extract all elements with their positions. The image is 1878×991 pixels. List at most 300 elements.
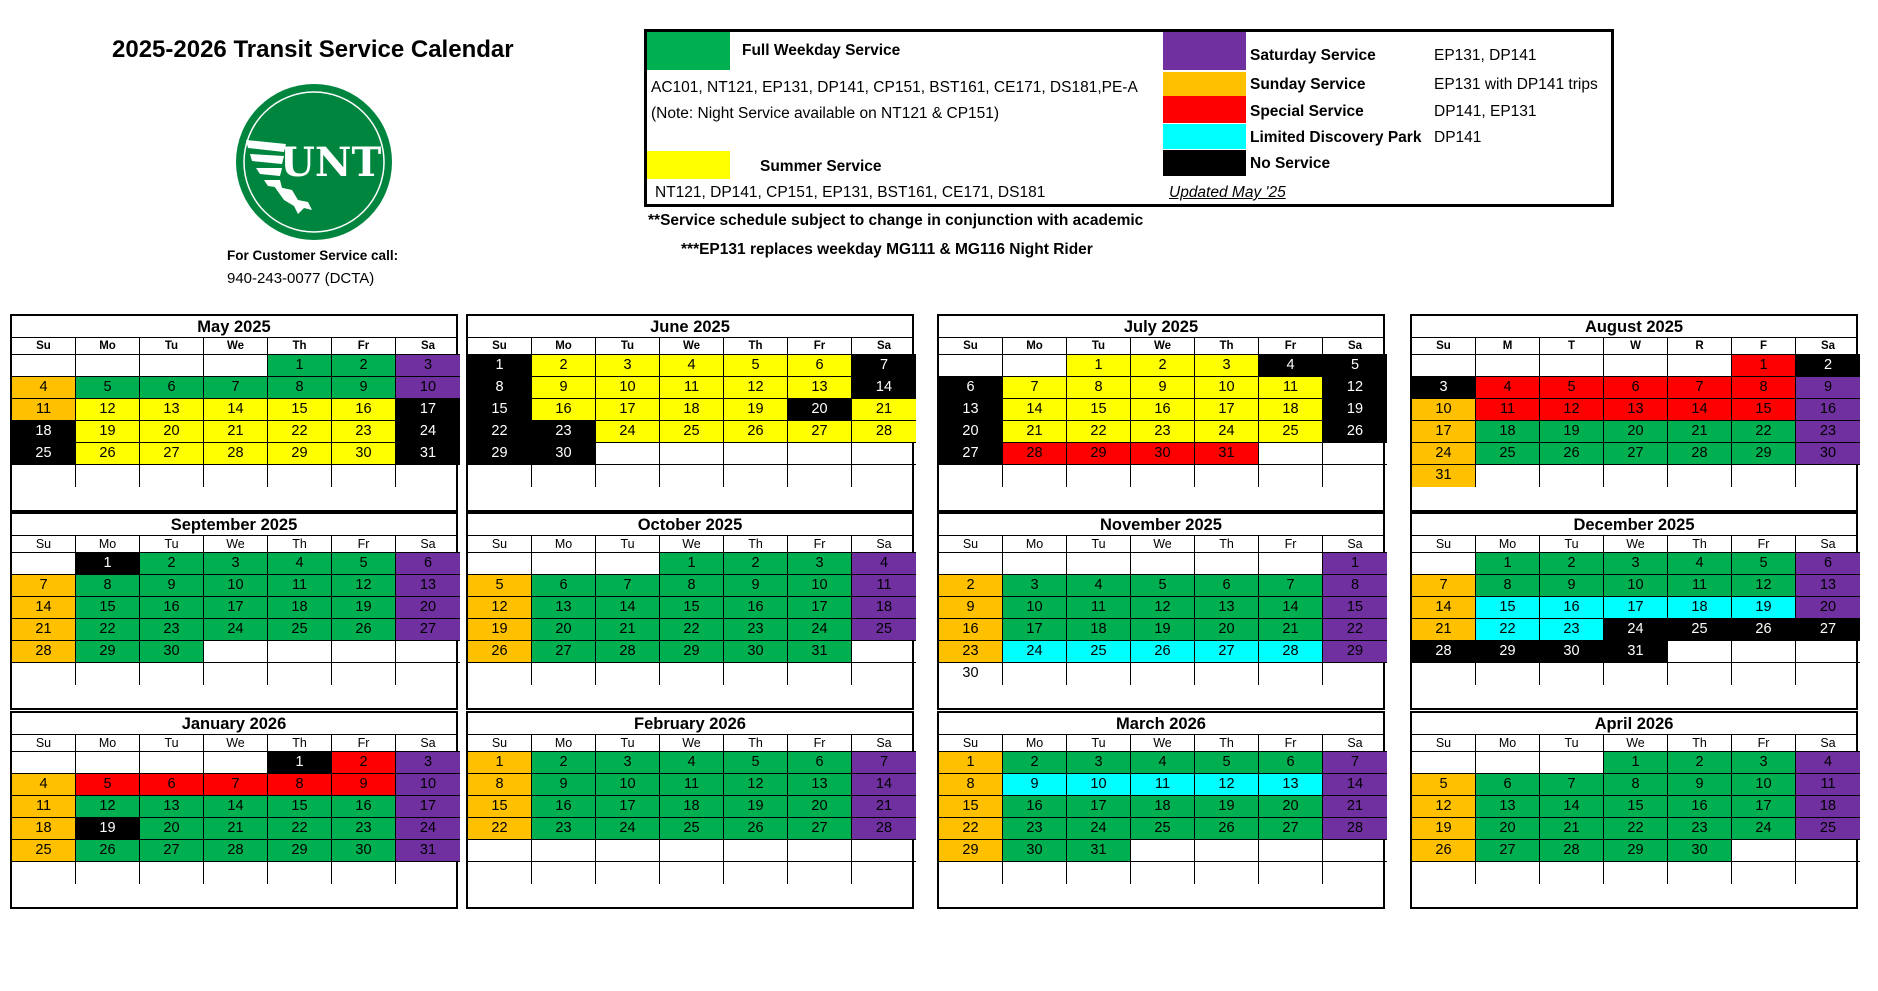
- empty-day-cell: [1412, 663, 1476, 685]
- calendar-day: 17: [1195, 399, 1259, 421]
- calendar-day: 21: [1323, 796, 1387, 818]
- calendar-day: 10: [396, 774, 460, 796]
- calendar-day: 13: [140, 399, 204, 421]
- calendar-day: 19: [1732, 597, 1796, 619]
- month-title: June 2025: [468, 316, 912, 338]
- calendar-day: 20: [788, 796, 852, 818]
- calendar-day: 3: [1003, 575, 1067, 597]
- calendar-day: 12: [1323, 377, 1387, 399]
- calendar-day: 8: [468, 774, 532, 796]
- month-day-grid: [1412, 338, 1860, 487]
- calendar-day: 26: [1732, 619, 1796, 641]
- month-title: February 2026: [468, 713, 912, 735]
- empty-day-cell: [1003, 355, 1067, 377]
- calendar-day: 9: [724, 575, 788, 597]
- empty-day-cell: [1604, 862, 1668, 884]
- weekday-header: Tu: [1067, 735, 1131, 752]
- calendar-day: 17: [1003, 619, 1067, 641]
- weekday-header: Th: [724, 735, 788, 752]
- month-day-grid: [939, 735, 1387, 884]
- calendar-day: 12: [1412, 796, 1476, 818]
- calendar-day: 31: [1412, 465, 1476, 487]
- calendar-day: 10: [788, 575, 852, 597]
- empty-day-cell: [1540, 465, 1604, 487]
- calendar-day: 30: [724, 641, 788, 663]
- empty-day-cell: [1259, 840, 1323, 862]
- empty-day-cell: [660, 840, 724, 862]
- calendar-day: 22: [1323, 619, 1387, 641]
- empty-day-cell: [268, 862, 332, 884]
- weekday-header: Fr: [1732, 536, 1796, 553]
- calendar-day: 7: [1003, 377, 1067, 399]
- calendar-day: 22: [468, 818, 532, 840]
- month-calendar: [10, 711, 458, 909]
- calendar-day: 20: [1195, 619, 1259, 641]
- calendar-day: 30: [332, 840, 396, 862]
- calendar-day: 30: [532, 443, 596, 465]
- calendar-day: 4: [268, 553, 332, 575]
- empty-day-cell: [204, 465, 268, 487]
- empty-day-cell: [939, 862, 1003, 884]
- empty-day-cell: [1540, 355, 1604, 377]
- empty-day-cell: [1323, 862, 1387, 884]
- empty-day-cell: [724, 862, 788, 884]
- calendar-day: 28: [12, 641, 76, 663]
- empty-day-cell: [1668, 641, 1732, 663]
- empty-day-cell: [1259, 465, 1323, 487]
- calendar-day: 25: [660, 421, 724, 443]
- weekday-header: Mo: [76, 338, 140, 355]
- calendar-day: 15: [268, 796, 332, 818]
- empty-day-cell: [140, 862, 204, 884]
- calendar-day: 5: [1540, 377, 1604, 399]
- calendar-day: 3: [396, 355, 460, 377]
- calendar-day: 6: [532, 575, 596, 597]
- calendar-day: 20: [1476, 818, 1540, 840]
- calendar-day: 20: [1796, 597, 1860, 619]
- empty-day-cell: [532, 840, 596, 862]
- calendar-day: 8: [1476, 575, 1540, 597]
- empty-day-cell: [204, 862, 268, 884]
- empty-day-cell: [660, 862, 724, 884]
- calendar-day: 8: [660, 575, 724, 597]
- empty-day-cell: [1412, 752, 1476, 774]
- calendar-day: 14: [1412, 597, 1476, 619]
- limited-label: Limited Discovery Park: [1250, 129, 1422, 146]
- empty-day-cell: [852, 443, 916, 465]
- empty-day-cell: [396, 641, 460, 663]
- calendar-day: 17: [1412, 421, 1476, 443]
- calendar-day: 6: [140, 377, 204, 399]
- calendar-day: 25: [1476, 443, 1540, 465]
- service-legend: [644, 29, 1614, 207]
- calendar-day: 1: [1604, 752, 1668, 774]
- calendar-day: 14: [596, 597, 660, 619]
- month-day-grid: [12, 338, 460, 487]
- calendar-day: 1: [268, 752, 332, 774]
- empty-day-cell: [468, 465, 532, 487]
- weekday-header: Sa: [396, 338, 460, 355]
- calendar-day: 12: [76, 796, 140, 818]
- calendar-day: 3: [1604, 553, 1668, 575]
- empty-day-cell: [1067, 862, 1131, 884]
- calendar-day: 25: [1259, 421, 1323, 443]
- empty-day-cell: [12, 465, 76, 487]
- calendar-day: 19: [724, 399, 788, 421]
- calendar-day: 26: [76, 443, 140, 465]
- calendar-day: 21: [1540, 818, 1604, 840]
- calendar-day: 11: [660, 377, 724, 399]
- calendar-day: 1: [268, 355, 332, 377]
- calendar-day: 27: [1604, 443, 1668, 465]
- calendar-day: 17: [788, 597, 852, 619]
- empty-day-cell: [1476, 862, 1540, 884]
- calendar-day: 3: [1195, 355, 1259, 377]
- calendar-day: 15: [468, 796, 532, 818]
- calendar-day: 13: [1604, 399, 1668, 421]
- calendar-day: 4: [660, 752, 724, 774]
- calendar-day: 2: [332, 355, 396, 377]
- empty-day-cell: [1668, 465, 1732, 487]
- weekday-header: Mo: [76, 536, 140, 553]
- calendar-day: 4: [1067, 575, 1131, 597]
- calendar-day: 9: [140, 575, 204, 597]
- calendar-day: 8: [76, 575, 140, 597]
- empty-day-cell: [1796, 840, 1860, 862]
- weekday-header: Th: [1195, 735, 1259, 752]
- month-day-grid: [468, 735, 916, 884]
- calendar-day: 16: [532, 796, 596, 818]
- empty-day-cell: [140, 752, 204, 774]
- calendar-day: 23: [1131, 421, 1195, 443]
- weekday-header: Fr: [1259, 338, 1323, 355]
- weekday-header: Sa: [1796, 536, 1860, 553]
- calendar-day: 19: [1131, 619, 1195, 641]
- empty-day-cell: [1259, 443, 1323, 465]
- limited-swatch: [1163, 124, 1246, 149]
- month-day-grid: [1412, 735, 1860, 884]
- calendar-day: 31: [1604, 641, 1668, 663]
- calendar-day: 9: [1668, 774, 1732, 796]
- calendar-day: 14: [1323, 774, 1387, 796]
- empty-day-cell: [1540, 663, 1604, 685]
- empty-day-cell: [1067, 553, 1131, 575]
- calendar-day: 20: [1604, 421, 1668, 443]
- empty-day-cell: [1195, 840, 1259, 862]
- calendar-day: 18: [268, 597, 332, 619]
- calendar-day: 27: [1195, 641, 1259, 663]
- empty-day-cell: [332, 862, 396, 884]
- calendar-day: 20: [1259, 796, 1323, 818]
- weekday-header: Sa: [396, 536, 460, 553]
- calendar-day: 24: [596, 818, 660, 840]
- weekday-header: Su: [12, 735, 76, 752]
- empty-day-cell: [1195, 553, 1259, 575]
- weekday-header: We: [204, 536, 268, 553]
- calendar-day: 15: [1067, 399, 1131, 421]
- weekday-header: Tu: [1067, 536, 1131, 553]
- calendar-day: 29: [1732, 443, 1796, 465]
- calendar-day: 24: [1195, 421, 1259, 443]
- weekday-header: We: [660, 735, 724, 752]
- calendar-day: 18: [660, 399, 724, 421]
- month-calendar: [937, 711, 1385, 909]
- calendar-day: 13: [140, 796, 204, 818]
- calendar-day: 26: [724, 818, 788, 840]
- calendar-day: 11: [12, 399, 76, 421]
- calendar-day: 29: [268, 443, 332, 465]
- calendar-day: 4: [852, 553, 916, 575]
- calendar-day: 4: [1476, 377, 1540, 399]
- calendar-day: 15: [1323, 597, 1387, 619]
- calendar-day: 7: [1259, 575, 1323, 597]
- calendar-day: 5: [1323, 355, 1387, 377]
- calendar-day: 17: [1067, 796, 1131, 818]
- calendar-day: 24: [596, 421, 660, 443]
- calendar-day: 11: [660, 774, 724, 796]
- calendar-day: 10: [396, 377, 460, 399]
- calendar-day: 19: [468, 619, 532, 641]
- calendar-day: 24: [788, 619, 852, 641]
- calendar-day: 11: [1067, 597, 1131, 619]
- page-title: 2025-2026 Transit Service Calendar: [112, 36, 514, 63]
- calendar-day: 29: [939, 840, 1003, 862]
- calendar-day: 6: [1195, 575, 1259, 597]
- calendar-day: 1: [76, 553, 140, 575]
- calendar-day: 16: [332, 399, 396, 421]
- calendar-day: 25: [12, 840, 76, 862]
- empty-day-cell: [596, 862, 660, 884]
- month-day-grid: [468, 536, 916, 685]
- calendar-day: 25: [12, 443, 76, 465]
- empty-day-cell: [596, 443, 660, 465]
- calendar-day: 23: [140, 619, 204, 641]
- empty-day-cell: [788, 465, 852, 487]
- empty-day-cell: [268, 641, 332, 663]
- calendar-day: 9: [332, 377, 396, 399]
- weekday-header: We: [204, 338, 268, 355]
- calendar-day: 30: [939, 663, 1003, 685]
- calendar-day: 26: [468, 641, 532, 663]
- weekday-header: Fr: [788, 536, 852, 553]
- calendar-day: 11: [1796, 774, 1860, 796]
- calendar-day: 3: [396, 752, 460, 774]
- weekday-header: Fr: [332, 735, 396, 752]
- calendar-day: 24: [1003, 641, 1067, 663]
- calendar-day: 22: [268, 421, 332, 443]
- calendar-day: 22: [939, 818, 1003, 840]
- calendar-day: 24: [1412, 443, 1476, 465]
- calendar-day: 2: [140, 553, 204, 575]
- calendar-day: 22: [1067, 421, 1131, 443]
- weekday-header: Mo: [532, 735, 596, 752]
- calendar-day: 31: [1195, 443, 1259, 465]
- calendar-day: 8: [939, 774, 1003, 796]
- calendar-day: 13: [939, 399, 1003, 421]
- calendar-day: 2: [1003, 752, 1067, 774]
- calendar-day: 22: [268, 818, 332, 840]
- weekday-header: Tu: [596, 735, 660, 752]
- calendar-day: 23: [332, 818, 396, 840]
- month-calendar: [1410, 512, 1858, 710]
- calendar-day: 27: [396, 619, 460, 641]
- weekday-header: Tu: [140, 536, 204, 553]
- empty-day-cell: [1732, 663, 1796, 685]
- calendar-day: 3: [1067, 752, 1131, 774]
- calendar-day: 5: [724, 752, 788, 774]
- calendar-day: 12: [76, 399, 140, 421]
- empty-day-cell: [204, 752, 268, 774]
- calendar-day: 23: [1003, 818, 1067, 840]
- weekday-header: Fr: [1732, 735, 1796, 752]
- calendar-day: 26: [1540, 443, 1604, 465]
- weekday-header: Mo: [532, 338, 596, 355]
- calendar-day: 8: [1732, 377, 1796, 399]
- unt-eagle-logo: [234, 82, 394, 242]
- calendar-day: 4: [660, 355, 724, 377]
- empty-day-cell: [1412, 355, 1476, 377]
- calendar-day: 14: [12, 597, 76, 619]
- calendar-day: 3: [1732, 752, 1796, 774]
- empty-day-cell: [1732, 465, 1796, 487]
- calendar-day: 4: [1131, 752, 1195, 774]
- calendar-day: 28: [1259, 641, 1323, 663]
- empty-day-cell: [140, 465, 204, 487]
- month-title: September 2025: [12, 514, 456, 536]
- calendar-day: 14: [204, 399, 268, 421]
- calendar-day: 2: [939, 575, 1003, 597]
- calendar-day: 3: [596, 752, 660, 774]
- empty-day-cell: [1003, 862, 1067, 884]
- empty-day-cell: [939, 553, 1003, 575]
- calendar-day: 12: [724, 377, 788, 399]
- calendar-day: 28: [204, 840, 268, 862]
- calendar-day: 20: [140, 818, 204, 840]
- calendar-day: 6: [396, 553, 460, 575]
- calendar-day: 19: [724, 796, 788, 818]
- calendar-day: 24: [396, 818, 460, 840]
- calendar-day: 21: [1003, 421, 1067, 443]
- empty-day-cell: [1195, 465, 1259, 487]
- calendar-day: 27: [1259, 818, 1323, 840]
- empty-day-cell: [1796, 862, 1860, 884]
- calendar-day: 11: [852, 575, 916, 597]
- calendar-day: 12: [468, 597, 532, 619]
- calendar-day: 25: [852, 619, 916, 641]
- summer-routes: NT121, DP141, CP151, EP131, BST161, CE171, DS181: [655, 184, 1046, 201]
- calendar-day: 1: [660, 553, 724, 575]
- calendar-day: 10: [596, 377, 660, 399]
- calendar-day: 4: [1668, 553, 1732, 575]
- empty-day-cell: [532, 553, 596, 575]
- calendar-day: 14: [1003, 399, 1067, 421]
- calendar-day: 28: [1668, 443, 1732, 465]
- empty-day-cell: [204, 355, 268, 377]
- month-day-grid: [12, 536, 460, 685]
- empty-day-cell: [852, 840, 916, 862]
- calendar-day: 26: [76, 840, 140, 862]
- empty-day-cell: [852, 862, 916, 884]
- weekday-header: Th: [724, 536, 788, 553]
- svg-text:UNT: UNT: [280, 139, 382, 186]
- calendar-day: 22: [1604, 818, 1668, 840]
- empty-day-cell: [1796, 641, 1860, 663]
- weekday-header: Tu: [596, 338, 660, 355]
- weekday-header: Sa: [1323, 735, 1387, 752]
- weekday-header: Fr: [788, 338, 852, 355]
- calendar-day: 17: [1732, 796, 1796, 818]
- weekday-header: Th: [1668, 536, 1732, 553]
- calendar-day: 19: [1323, 399, 1387, 421]
- calendar-day: 10: [1412, 399, 1476, 421]
- calendar-day: 21: [12, 619, 76, 641]
- calendar-day: 18: [660, 796, 724, 818]
- calendar-day: 17: [596, 399, 660, 421]
- empty-day-cell: [532, 663, 596, 685]
- empty-day-cell: [1412, 862, 1476, 884]
- month-calendar: [937, 314, 1385, 512]
- empty-day-cell: [1323, 443, 1387, 465]
- empty-day-cell: [1732, 862, 1796, 884]
- empty-day-cell: [332, 465, 396, 487]
- weekday-header: Sa: [1323, 338, 1387, 355]
- calendar-day: 24: [1604, 619, 1668, 641]
- weekday-header: Mo: [1003, 735, 1067, 752]
- calendar-day: 10: [204, 575, 268, 597]
- calendar-day: 25: [1131, 818, 1195, 840]
- calendar-day: 14: [1259, 597, 1323, 619]
- calendar-day: 3: [788, 553, 852, 575]
- empty-day-cell: [660, 663, 724, 685]
- weekday-header: Tu: [140, 338, 204, 355]
- calendar-day: 21: [596, 619, 660, 641]
- calendar-day: 9: [332, 774, 396, 796]
- weekday-header: Mo: [532, 536, 596, 553]
- weekday-header: Th: [268, 735, 332, 752]
- calendar-day: 26: [1131, 641, 1195, 663]
- empty-day-cell: [1003, 553, 1067, 575]
- weekday-header: T: [1540, 338, 1604, 355]
- calendar-day: 27: [788, 818, 852, 840]
- full-weekday-swatch: [647, 32, 730, 70]
- calendar-day: 1: [1732, 355, 1796, 377]
- calendar-day: 7: [1412, 575, 1476, 597]
- weekday-header: Su: [1412, 536, 1476, 553]
- calendar-day: 28: [204, 443, 268, 465]
- calendar-day: 13: [532, 597, 596, 619]
- calendar-day: 27: [140, 443, 204, 465]
- calendar-day: 16: [1003, 796, 1067, 818]
- calendar-day: 31: [396, 840, 460, 862]
- empty-day-cell: [76, 862, 140, 884]
- weekday-header: Sa: [396, 735, 460, 752]
- empty-day-cell: [532, 465, 596, 487]
- calendar-day: 1: [468, 752, 532, 774]
- calendar-day: 18: [852, 597, 916, 619]
- calendar-day: 12: [332, 575, 396, 597]
- empty-day-cell: [204, 663, 268, 685]
- calendar-day: 6: [788, 355, 852, 377]
- weekday-header: Fr: [788, 735, 852, 752]
- calendar-day: 6: [1796, 553, 1860, 575]
- empty-day-cell: [596, 840, 660, 862]
- weekday-header: We: [204, 735, 268, 752]
- calendar-day: 19: [332, 597, 396, 619]
- calendar-day: 12: [724, 774, 788, 796]
- calendar-day: 28: [852, 421, 916, 443]
- weekday-header: We: [660, 338, 724, 355]
- empty-day-cell: [788, 840, 852, 862]
